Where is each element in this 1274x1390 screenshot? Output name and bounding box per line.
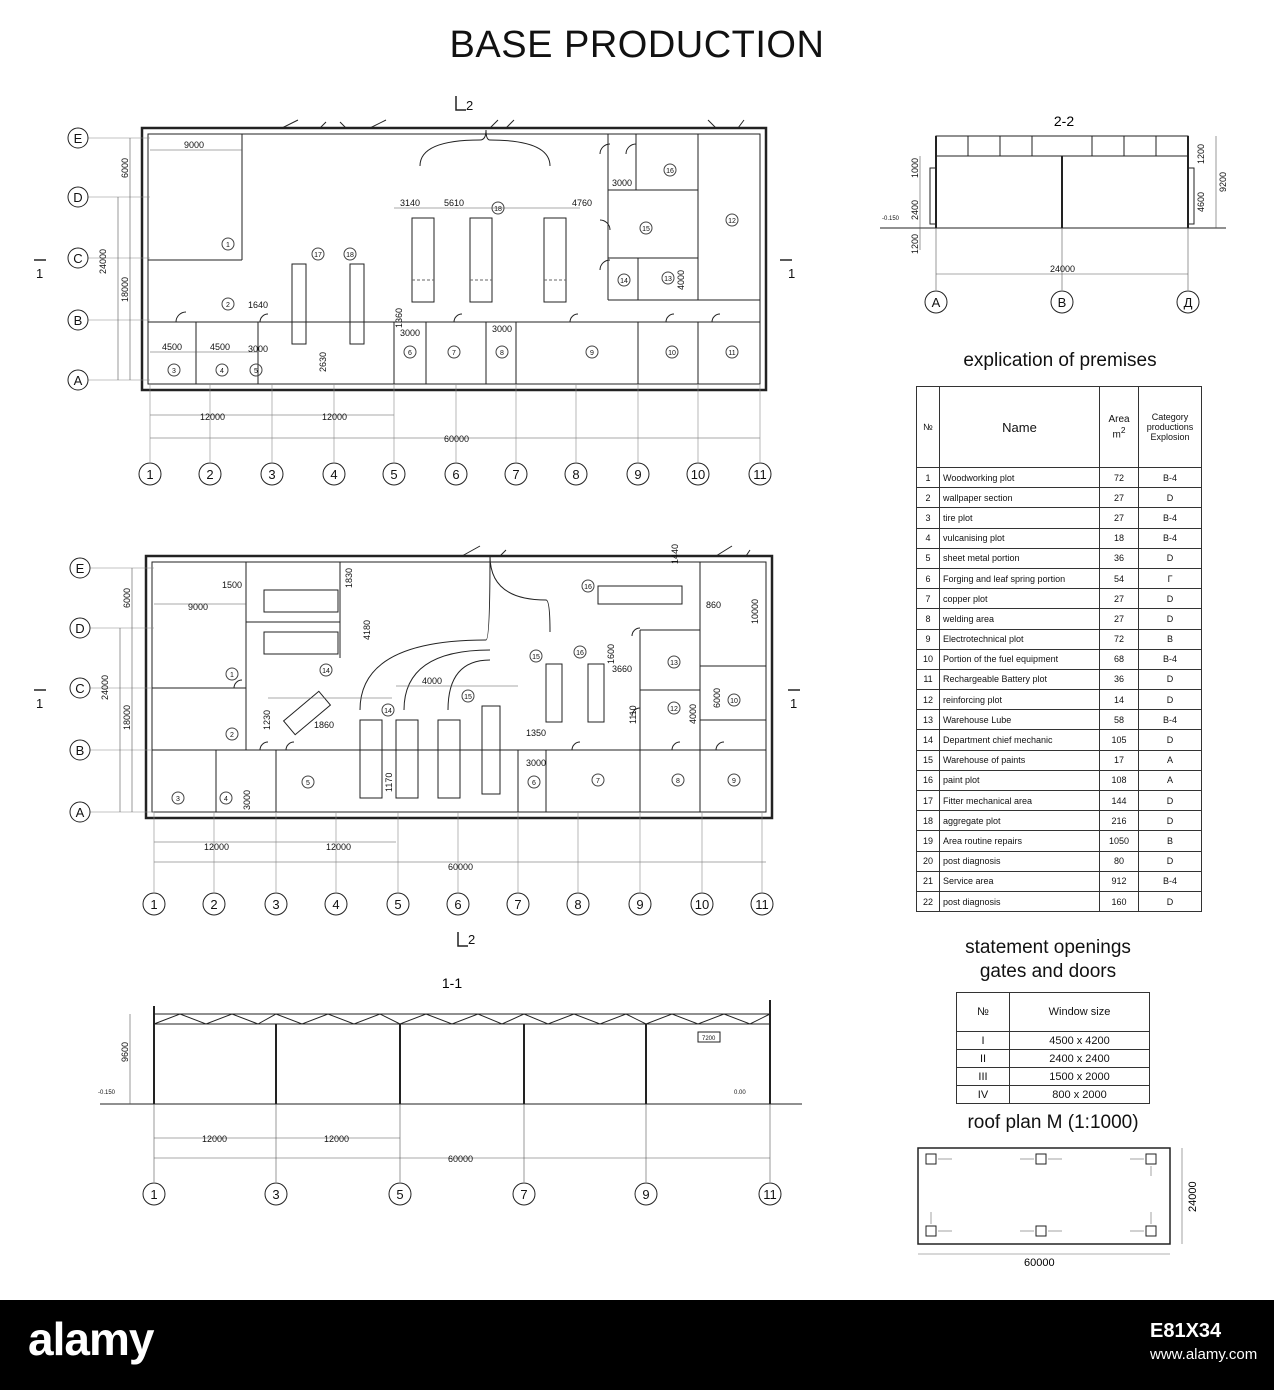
floor-plan-lower [20,540,840,950]
dimension-label: 3000 [242,789,252,810]
axis-row-label: B [73,313,83,328]
openings-table [956,992,1150,1104]
room-number: 1 [230,672,234,679]
table-cell-area: 36 [1100,548,1139,568]
dimension-label: 4500 [162,342,183,352]
axis-col-label: 7 [512,467,520,482]
table-cell-size: 1500 x 2000 [1010,1068,1150,1086]
room-number: 14 [384,708,392,715]
explication-table [916,386,1202,912]
level-label: -0.150 [882,216,900,222]
axis-row-label: E [75,561,85,576]
axis-col-label: 3 [272,1187,280,1202]
table-cell-no: 7 [917,589,940,609]
table-cell-cat: D [1139,891,1202,911]
room-number: 5 [306,780,310,787]
table-cell-cat: D [1139,589,1202,609]
dimension-label: 9000 [188,602,209,612]
table-cell-no: I [957,1032,1010,1050]
table-cell-no: 12 [917,690,940,710]
table-cell-area: 14 [1100,690,1139,710]
table-cell-size: 2400 x 2400 [1010,1050,1150,1068]
table-cell-no: 21 [917,871,940,891]
table-cell-name: Service area [940,871,1100,891]
table-row [917,831,1202,851]
room-number: 15 [532,654,540,661]
table-row [917,770,1202,790]
table-cell-cat: D [1139,851,1202,871]
axis-col-label: 3 [268,467,276,482]
dimension-label: 18000 [120,276,130,302]
axis-col-label: 1 [146,467,154,482]
axis-col-label: 8 [574,897,582,912]
axis-row-label: A [75,805,85,820]
room-number: 4 [220,368,224,375]
dimension-label: 1500 [222,580,243,590]
dimension-label: 1350 [526,728,547,738]
room-number: 8 [500,350,504,357]
dimension-label: 1200 [1196,143,1206,164]
table-row [917,811,1202,831]
table-cell-name: Warehouse of paints [940,750,1100,770]
room-number: 8 [676,778,680,785]
dimension-label: 1600 [606,643,616,664]
table-cell-name: Portion of the fuel equipment [940,649,1100,669]
dimension-label: 3140 [400,198,421,208]
table-cell-area: 68 [1100,649,1139,669]
axis-col-label: 1 [150,1187,158,1202]
table-cell-area: 144 [1100,791,1139,811]
dimension-label: 60000 [448,862,474,872]
explication-title: explication of premises [963,350,1157,371]
dimension-label: 12000 [324,1134,350,1144]
dimension-label: 12000 [204,842,230,852]
axis-row-label: C [73,251,83,266]
table-cell-size: 4500 x 4200 [1010,1032,1150,1050]
table-cell-cat: D [1139,730,1202,750]
table-row [917,508,1202,528]
table-row [957,1086,1150,1104]
table-row [917,871,1202,891]
table-cell-cat: B-4 [1139,871,1202,891]
image-code: E81X34 [1150,1320,1222,1342]
axis-col-label: 7 [514,897,522,912]
table-cell-area: 912 [1100,871,1139,891]
table-cell-area: 72 [1100,468,1139,488]
dimension-label: 1000 [910,157,920,178]
table-row [917,891,1202,911]
cut-mark: 1 [36,266,44,281]
axis-col-label: 7 [520,1187,528,1202]
table-cell-name: paint plot [940,770,1100,790]
dimension-label: 4000 [688,703,698,724]
room-number: 7 [596,778,600,785]
table-cell-area: 36 [1100,669,1139,689]
table-row [917,629,1202,649]
table-cell-name: aggregate plot [940,811,1100,831]
column-header: № [957,993,1010,1032]
room-number: 13 [670,660,678,667]
table-cell-no: 16 [917,770,940,790]
dimension-label: 9600 [120,1041,130,1062]
dimension-label: 4000 [676,269,686,290]
table-cell-cat: D [1139,690,1202,710]
page-title: BASE PRODUCTION [449,24,825,66]
table-cell-no: 11 [917,669,940,689]
dimension-label: 24000 [100,674,110,700]
dimension-label: 12000 [322,412,348,422]
table-cell-no: 18 [917,811,940,831]
room-number: 15 [464,694,472,701]
room-number: 18 [346,252,354,259]
dimension-label: 12000 [200,412,226,422]
table-cell-area: 58 [1100,710,1139,730]
table-cell-cat: D [1139,669,1202,689]
dimension-label: 4180 [362,619,372,640]
room-number: 17 [314,252,322,259]
dimension-label: 24000 [98,248,108,274]
dimension-label: 1110 [628,705,638,724]
axis-col-label: 4 [330,467,338,482]
table-cell-cat: B-4 [1139,649,1202,669]
table-cell-no: 14 [917,730,940,750]
table-cell-no: 19 [917,831,940,851]
room-number: 7 [452,350,456,357]
table-cell-cat: Г [1139,568,1202,588]
dimension-label: 3660 [612,664,633,674]
section-1-1 [80,970,820,1210]
column-header: Window size [1010,993,1150,1032]
table-cell-area: 72 [1100,629,1139,649]
dimension-label: 12000 [202,1134,228,1144]
table-cell-cat: A [1139,770,1202,790]
axis-col-label: 3 [272,897,280,912]
openings-title-line: statement openings [965,937,1131,958]
dimension-label: 3000 [612,178,633,188]
table-cell-name: tire plot [940,508,1100,528]
room-number: 13 [664,276,672,283]
axis-row-label: D [73,190,83,205]
axis-col-label: 9 [636,897,644,912]
dimension-label: 6000 [120,157,130,178]
dimension-label: 1860 [314,720,335,730]
table-cell-name: wallpaper section [940,488,1100,508]
room-number: 16 [666,168,674,175]
axis-row-label: D [75,621,85,636]
axis-col-label: 11 [763,1187,777,1202]
roof-title: roof plan M (1:1000) [967,1112,1139,1133]
dimension-label: 9000 [184,140,205,150]
column-header: Name [940,387,1100,468]
dimension-label: 1200 [910,233,920,254]
dimension-label: 4000 [422,676,443,686]
table-row [917,589,1202,609]
dimension-label: 18000 [122,704,132,730]
table-cell-cat: B-4 [1139,508,1202,528]
section-mark: 2 [468,932,476,947]
level-label: -0.150 [98,1090,116,1096]
axis-row-label: B [75,743,85,758]
table-cell-name: welding area [940,609,1100,629]
table-cell-name: sheet metal portion [940,548,1100,568]
axis-col-label: 5 [396,1187,404,1202]
room-number: 6 [532,780,536,787]
table-cell-area: 1050 [1100,831,1139,851]
axis-col-label: 9 [634,467,642,482]
table-row [917,568,1202,588]
axis-col-label: A [931,295,941,310]
table-cell-name: copper plot [940,589,1100,609]
table-row [917,528,1202,548]
dimension-label: 60000 [448,1154,474,1164]
openings-title-line: gates and doors [979,961,1117,982]
axis-col-label: 11 [753,467,767,482]
axis-col-label: 6 [454,897,462,912]
table-cell-cat: D [1139,791,1202,811]
table-row [957,1032,1150,1050]
table-cell-area: 17 [1100,750,1139,770]
table-cell-area: 80 [1100,851,1139,871]
dimension-label: 10000 [750,598,760,624]
dimension-label: 1360 [394,307,404,328]
table-cell-no: 15 [917,750,940,770]
table-cell-no: 4 [917,528,940,548]
axis-col-label: 11 [755,897,769,912]
table-cell-no: 10 [917,649,940,669]
dimension-label: 3000 [526,758,547,768]
table-cell-cat: A [1139,750,1202,770]
column-header: № [917,387,940,468]
dimension-label: 2400 [910,199,920,220]
axis-row-label: A [73,373,83,388]
table-cell-name: Rechargeable Battery plot [940,669,1100,689]
table-cell-no: 2 [917,488,940,508]
table-cell-cat: D [1139,488,1202,508]
dimension-label: 1230 [262,709,272,730]
dimension-label: 1830 [344,567,354,588]
room-number: 5 [254,368,258,375]
table-cell-area: 27 [1100,609,1139,629]
dimension-label: 1440 [670,543,680,564]
cut-mark: 1 [36,696,44,711]
table-cell-area: 27 [1100,488,1139,508]
table-row [917,548,1202,568]
table-cell-area: 160 [1100,891,1139,911]
dimension-label: 5610 [444,198,465,208]
table-row [917,851,1202,871]
table-cell-name: Warehouse Lube [940,710,1100,730]
table-row [917,488,1202,508]
axis-col-label: 6 [452,467,460,482]
table-cell-no: 1 [917,468,940,488]
axis-col-label: 2 [210,897,218,912]
table-row [917,791,1202,811]
axis-row-label: C [75,681,85,696]
room-number: 3 [176,796,180,803]
table-row [917,609,1202,629]
axis-col-label: 5 [390,467,398,482]
table-row [957,1050,1150,1068]
table-cell-no: 9 [917,629,940,649]
room-number: 9 [732,778,736,785]
room-number: 18 [494,206,502,213]
room-number: 9 [590,350,594,357]
table-cell-no: 5 [917,548,940,568]
room-number: 2 [226,302,230,309]
dimension-label: 1170 [384,772,394,792]
table-cell-name: Department chief mechanic [940,730,1100,750]
table-cell-area: 27 [1100,589,1139,609]
level-label: 0.00 [734,1090,746,1096]
column-header: Category productions Explosion [1139,387,1202,468]
dimension-label: 3000 [248,344,269,354]
dimension-label: 3000 [492,324,513,334]
axis-col-label: 10 [694,897,710,912]
table-cell-size: 800 x 2000 [1010,1086,1150,1104]
room-number: 16 [576,650,584,657]
table-cell-name: Forging and leaf spring portion [940,568,1100,588]
axis-col-label: 9 [642,1187,650,1202]
table-cell-no: II [957,1050,1010,1068]
axis-col-label: Д [1183,295,1193,310]
table-cell-name: vulcanising plot [940,528,1100,548]
table-cell-cat: B [1139,629,1202,649]
dimension-label: 860 [706,600,722,610]
column-header: Area $m^2$ [1100,387,1139,468]
table-cell-name: Area routine repairs [940,831,1100,851]
openings-title [930,936,1166,984]
table-cell-area: 108 [1100,770,1139,790]
table-cell-area: 18 [1100,528,1139,548]
room-number: 10 [668,350,676,357]
axis-col-label: 1 [150,897,158,912]
stock-footer-bar [0,1300,1274,1390]
table-cell-cat: B-4 [1139,468,1202,488]
table-cell-no: 22 [917,891,940,911]
dimension-label: 24000 [1050,264,1076,274]
dimension-label: 4500 [210,342,231,352]
dimension-label: 4600 [1196,191,1206,212]
table-cell-cat: B [1139,831,1202,851]
table-row [917,710,1202,730]
table-cell-no: 17 [917,791,940,811]
room-number: 14 [322,668,330,675]
dimension-label: 12000 [326,842,352,852]
axis-col-label: 10 [690,467,706,482]
level-label: 7200 [702,1036,716,1042]
stock-logo: alamy [28,1313,154,1365]
table-cell-area: 54 [1100,568,1139,588]
stock-url: www.alamy.com [1150,1346,1258,1363]
section-label: 2-2 [1053,113,1075,129]
dimension-label: 60000 [444,434,470,444]
table-cell-no: 20 [917,851,940,871]
axis-col-label: 8 [572,467,580,482]
room-number: 6 [408,350,412,357]
axis-col-label: 2 [206,467,214,482]
room-number: 11 [728,350,736,357]
table-row [917,669,1202,689]
room-number: 2 [230,732,234,739]
table-cell-no: 3 [917,508,940,528]
table-cell-name: post diagnosis [940,851,1100,871]
axis-row-label: E [73,131,83,146]
room-number: 14 [620,278,628,285]
table-cell-cat: D [1139,609,1202,629]
table-row [957,1068,1150,1086]
table-row [917,730,1202,750]
dimension-label: 24000 [1187,1181,1199,1212]
room-number: 12 [670,706,678,713]
section-2-2 [876,108,1236,318]
dimension-label: 6000 [122,587,132,608]
cut-mark: 1 [790,696,798,711]
table-cell-cat: D [1139,811,1202,831]
table-cell-no: 13 [917,710,940,730]
section-mark: 2 [466,98,474,113]
table-cell-name: post diagnosis [940,891,1100,911]
roof-plan [906,1140,1206,1272]
room-number: 16 [584,584,592,591]
axis-col-label: 5 [394,897,402,912]
table-row [917,468,1202,488]
table-row [917,750,1202,770]
table-cell-no: 6 [917,568,940,588]
section-label: 1-1 [441,975,463,991]
table-cell-name: Fitter mechanical area [940,791,1100,811]
dimension-label: 1640 [248,300,269,310]
dimension-label: 4760 [572,198,593,208]
table-cell-area: 216 [1100,811,1139,831]
room-number: 12 [728,218,736,225]
table-cell-no: IV [957,1086,1010,1104]
table-cell-area: 27 [1100,508,1139,528]
dimension-label: 6000 [712,687,722,708]
room-number: 4 [224,796,228,803]
cut-mark: 1 [788,266,796,281]
axis-col-label: B [1057,295,1067,310]
table-cell-cat: B-4 [1139,710,1202,730]
dimension-label: 3000 [400,328,421,338]
table-row [917,649,1202,669]
table-cell-name: Electrotechnical plot [940,629,1100,649]
table-cell-name: Woodworking plot [940,468,1100,488]
axis-col-label: 4 [332,897,340,912]
table-row [917,690,1202,710]
table-cell-no: 8 [917,609,940,629]
table-cell-no: III [957,1068,1010,1086]
dimension-label: 9200 [1218,171,1228,192]
table-cell-area: 105 [1100,730,1139,750]
dimension-label: 2630 [318,351,328,372]
table-cell-name: reinforcing plot [940,690,1100,710]
room-number: 1 [226,242,230,249]
room-number: 10 [730,698,738,705]
dimension-label: 60000 [1024,1257,1055,1269]
room-number: 15 [642,226,650,233]
table-cell-cat: B-4 [1139,528,1202,548]
table-cell-cat: D [1139,548,1202,568]
room-number: 3 [172,368,176,375]
floor-plan-upper [20,90,840,500]
